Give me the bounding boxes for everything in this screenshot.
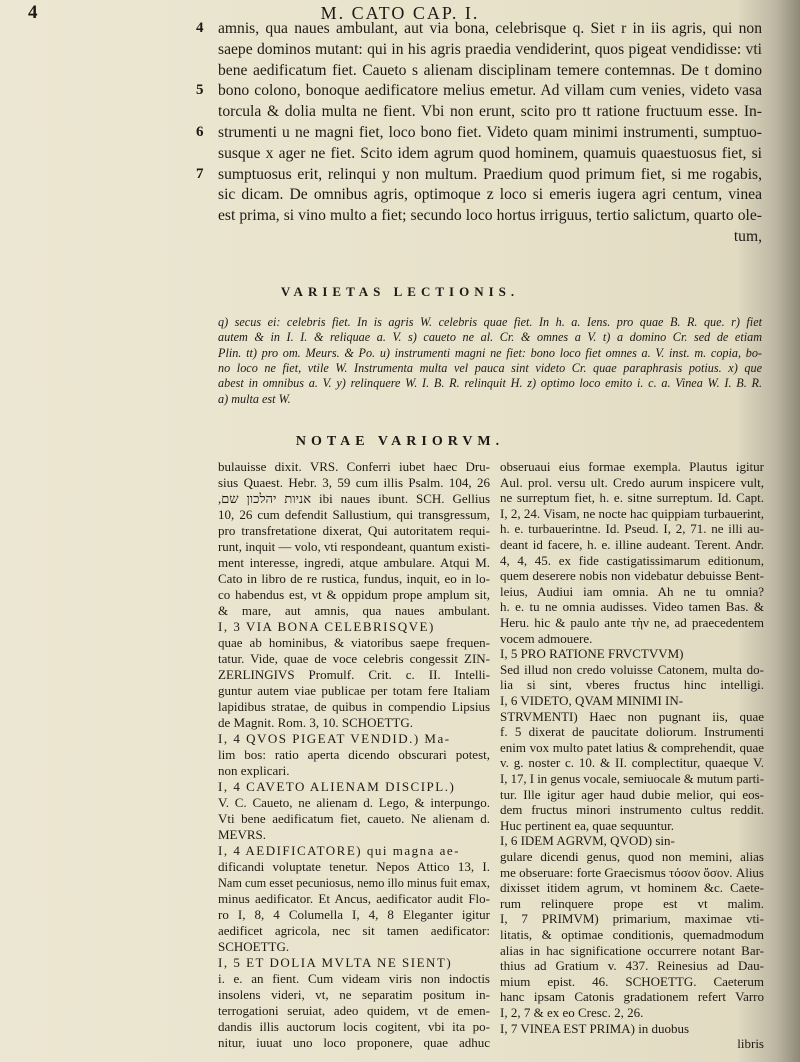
notes-line-text: ibi naues ibunt. SCH. Gellius bbox=[318, 491, 490, 506]
notes-line: 4, 4, 45. ex fide castigatissimarum editionum, bbox=[500, 552, 764, 568]
notes-line: enim vox multo patet latius & comprehendit, quae bbox=[500, 739, 764, 755]
notes-line: leius, Audiui iam omnia. Ah ne tu omnia? bbox=[500, 583, 764, 599]
notes-line: Aul. prol. versu ult. Credo aurum inspicere vult, bbox=[500, 474, 764, 490]
notes-line: sius Quaest. Hebr. 3, 59 cum illis Psalm. 104, 26 bbox=[218, 475, 490, 490]
variant-line: q) secus ei: celebris fiet. In is agris W. celebris quae fiet. In h. a. Iens. pro quae B. R. que. r) fiet bbox=[218, 315, 762, 329]
notes-line: runt, inquit — volo, vti respondeant, quantum existi- bbox=[218, 539, 490, 554]
notes-line: ment interesse, ingredi, atque ambulare. Atqui M. bbox=[218, 555, 490, 570]
notes-line: 10, 26 cum defendit Sallustium, qui transgressum, bbox=[218, 507, 490, 522]
notes-line: deant id facere, h. e. illine audeant. Terent. Andr. bbox=[500, 537, 764, 552]
notes-line: ZERLINGIVS Promulf. Crit. c. II. Intelli- bbox=[218, 667, 490, 682]
notes-line: mium epist. 46. SCHOETTG. Caeterum bbox=[500, 973, 764, 989]
notes-line: lim bos: ratio aperta dicendo obscurari potest, bbox=[218, 747, 490, 762]
main-text-line: est prima, si vino multo a fiet; secundo loco hortus irriguus, tertio salictum, quarto ole- bbox=[218, 207, 762, 225]
notes-line: dem fructus minori instrumento cultus reddit. bbox=[500, 802, 764, 818]
notes-line: V. C. Caueto, ne alienam d. Lego, & interpungo. bbox=[218, 795, 490, 810]
notes-heading: NOTAE VARIORVM. bbox=[295, 434, 505, 449]
main-text-line: sumptuosus erit, relinqui y non multum. Praedium quod primum fiet, si me rogabis, bbox=[218, 165, 762, 183]
notes-line: bulauisse dixit. VRS. Conferri iubet haec Dru- bbox=[218, 459, 490, 474]
main-text-line: amnis, qua naues ambulant, aut via bona, celebrisque q. Siet r in iis agris, qui non bbox=[218, 20, 762, 37]
notes-line: Vti bene aedificatum fiet, caueto. Ne alienam d. bbox=[218, 811, 490, 826]
notes-line: I, 2, 24. Visam, ne nocte hac quippiam turbauerint, bbox=[500, 505, 764, 521]
notes-line: I, 7 PRIMVM) primarium, maximae vti- bbox=[500, 911, 764, 927]
variant-line: autem & in I. I. & reliquae a. V. s) caueto ne al. Cr. & omnes a V. t) a domino Cr. sed de etiam bbox=[218, 330, 762, 345]
notes-line: aedificet agricola, nec sit tamen aedificator: bbox=[218, 923, 490, 938]
notes-line: dificandi voluptate tenetur. Nepos Attico 13, I. bbox=[218, 859, 490, 874]
line-number: 7 bbox=[196, 165, 204, 182]
notes-line: h. e. tu ne omnia audisses. Video tamen Bas. & bbox=[500, 599, 764, 615]
notes-line bbox=[218, 491, 490, 507]
notes-line: h. e. turbauerintne. Id. Pseud. I, 2, 71. ne illi au- bbox=[500, 521, 764, 537]
notes-line: terrogationi seruiat, adeo quidem, vt de emen- bbox=[218, 1003, 490, 1018]
variant-line: no loco ne fiet, vtile W. Instrumenta multa vel pauca sint videto Cr. quae paraphrasis potius. x) que bbox=[218, 360, 762, 375]
notes-line: I, 5 ET DOLIA MVLTA NE SIENT) bbox=[218, 955, 453, 970]
notes-line: obseruaui eius formae exempla. Plautus igitur bbox=[500, 459, 764, 474]
main-text-line: bono colono, bonoque aedificatore melius emetur. Ad villam cum venies, videto vasa bbox=[218, 82, 762, 100]
notes-line: thius ad Gratium v. 437. Reinesius ad Dau- bbox=[500, 958, 764, 974]
notes-line: dandis illis auctorum locis cogitent, vbi ita po- bbox=[218, 1019, 490, 1034]
main-text-line: sic dicam. De omnibus agris, optimoque z loco si emeris iugera agri centum, vinea bbox=[218, 186, 762, 204]
notes-line: ro I, 8, 4 Columella I, 4, 8 Eleganter igitur bbox=[218, 907, 490, 922]
notes-line: Cato in libro de re rustica, fundus, inquit, eo in lo- bbox=[218, 571, 490, 586]
notes-line: STRVMENTI) Haec non pugnant iis, quae bbox=[500, 708, 764, 724]
notes-line: co habendus est, vt & oppidum prope amplum sit, bbox=[218, 587, 490, 602]
notes-line: quem deserere nobis non videbatur debuisse Bent- bbox=[500, 568, 764, 584]
notes-line: I, 3 VIA BONA CELEBRISQVE) bbox=[218, 619, 435, 634]
notes-line: insolens videri, vt, ne separatim positum in- bbox=[218, 987, 490, 1002]
running-head: M. CATO CAP. I. bbox=[320, 3, 480, 23]
notes-line: SCHOETTG. bbox=[218, 939, 290, 954]
notes-line: v. g. noster c. 10. & II. complectitur, quaeque V. bbox=[500, 755, 764, 771]
notes-line: hanc ipsam Catonis gradationem refert Varro bbox=[500, 989, 764, 1005]
variant-line: a) multa est W. bbox=[218, 391, 291, 406]
notes-line: I, 7 VINEA EST PRIMA) in duobus bbox=[500, 1020, 690, 1036]
page-number: 4 bbox=[28, 2, 38, 23]
notes-line: tur. Ille igitur ager haud dubie melior, qui eos- bbox=[500, 786, 764, 802]
notes-line: I, 4 QVOS PIGEAT VENDID.) Ma- bbox=[218, 731, 451, 746]
notes-line: dixisset itidem agrum, vt hominem &c. Caete- bbox=[500, 880, 764, 896]
notes-line: I, 4 CAVETO ALIENAM DISCIPL.) bbox=[218, 779, 456, 794]
main-text-line: tum, bbox=[733, 228, 762, 245]
notes-line: f. 5 dixerat de paucitate doliorum. Instrumenti bbox=[500, 724, 764, 740]
notes-line: minus aedificator. Et Ancus, aedificator audit Flo- bbox=[218, 891, 490, 906]
notes-line: I, 4 AEDIFICATORE) qui magna ae- bbox=[218, 843, 461, 858]
notes-line: guntur autem viae publicae per totam fere Italiam bbox=[218, 683, 490, 698]
notes-line: MEVRS. bbox=[218, 827, 267, 842]
notes-line: I, 2, 7 & ex eo Cresc. 2, 26. bbox=[500, 1005, 644, 1020]
notes-line: litatis, & optimae conditionis, quemadmodum bbox=[500, 927, 764, 942]
notes-line: me obseruare: forte Graecismus τόσον ὅσον. Alius bbox=[500, 864, 764, 880]
variant-line: Plin. tt) pro om. Meurs. & Po. u) instrumenti magni ne fiet: bono loco fiet omnes a. V. inst. m. copia, bo- bbox=[218, 345, 762, 360]
main-text-line: saepe dominos mutant: qui in his agris praedia vendiderint, quos pigeat vendidisse: vti bbox=[218, 40, 762, 58]
notes-line: libris bbox=[737, 1036, 764, 1052]
line-number: 5 bbox=[196, 82, 204, 99]
notes-line: tatur. Vide, quae de voce celebris congessit ZIN- bbox=[218, 651, 490, 666]
line-number: 6 bbox=[196, 124, 204, 140]
variant-line: abest in omnibus a. V. y) relinquere W. I. B. R. relinquit H. z) optimo loco emito i. c. a. Vinea W. I. B. R. bbox=[218, 376, 762, 391]
notes-line: i. e. an fient. Cum videam viris non indoctis bbox=[218, 971, 490, 986]
variants-heading: VARIETAS LECTIONIS. bbox=[280, 284, 520, 299]
line-number: 4 bbox=[196, 20, 204, 36]
hebrew-quote: אניות יהלכון שם, bbox=[218, 491, 312, 506]
notes-line: vocem admouere. bbox=[500, 630, 593, 646]
main-text-line: torcula & dolia multa ne fient. Vbi non erunt, scito pro tt ratione fructuum esse. In- bbox=[218, 103, 762, 121]
notes-line: I, 6 IDEM AGRVM, QVOD) sin- bbox=[500, 833, 675, 849]
notes-line: Huc pertinent ea, quae sequuntur. bbox=[500, 817, 674, 833]
notes-line: ne surreptum fiet, h. e. sitne surreptum. Id. Capt. bbox=[500, 490, 764, 506]
main-text-line: bene aedificatum fiet. Caueto s alienam disciplinam temere contemnas. De t domino bbox=[218, 61, 762, 79]
notes-line: gulare dicendi genus, quod non memini, alias bbox=[500, 849, 764, 864]
notes-line: quae ab hominibus, & viatoribus saepe frequen- bbox=[218, 635, 490, 650]
notes-line: rum relinquere prope est vt malim. bbox=[500, 895, 764, 911]
notes-line: Sed illud non credo voluisse Catonem, multa do- bbox=[500, 661, 764, 677]
notes-line: de Magnit. Rom. 3, 10. SCHOETTG. bbox=[218, 715, 413, 730]
notes-line: & mare, aut amnis, qua naues ambulant. bbox=[218, 603, 490, 618]
notes-line: non explicari. bbox=[218, 763, 290, 778]
notes-line: lapidibus stratae, de quibus in compendio Lipsius bbox=[218, 699, 490, 714]
notes-line: pro transfretatione dixerat, Qui autoritatem requi- bbox=[218, 523, 490, 538]
notes-line: alias in hac significatione occurrere notant Bar- bbox=[500, 942, 764, 958]
notes-line: I, 5 PRO RATIONE FRVCTVVM) bbox=[500, 646, 684, 662]
notes-line: Nam cum esset pecuniosus, nemo illo minus fuit emax, bbox=[218, 875, 490, 890]
main-text-line: susque x ager ne fiet. Scito idem agrum quod hominem, quamuis quaestuosus fiet, si bbox=[218, 144, 762, 162]
notes-line: lia si sint, vberes fructus hinc intelligi. bbox=[500, 677, 764, 693]
notes-line: I, 6 VIDETO, QVAM MINIMI IN- bbox=[500, 693, 684, 708]
notes-line: Heru. hic & paulo ante τὴν ne, ad praecedentem bbox=[500, 615, 764, 630]
notes-line: nitur, iuuat uno loco proponere, quae adhuc bbox=[218, 1035, 490, 1050]
notes-line: I, 17, I in genus vocale, semiuocale & mutum parti- bbox=[500, 771, 764, 786]
main-text-line: strumenti u ne magni fiet, loco bono fiet. Videto quam minimi instrumenti, sumptuo- bbox=[218, 124, 762, 141]
